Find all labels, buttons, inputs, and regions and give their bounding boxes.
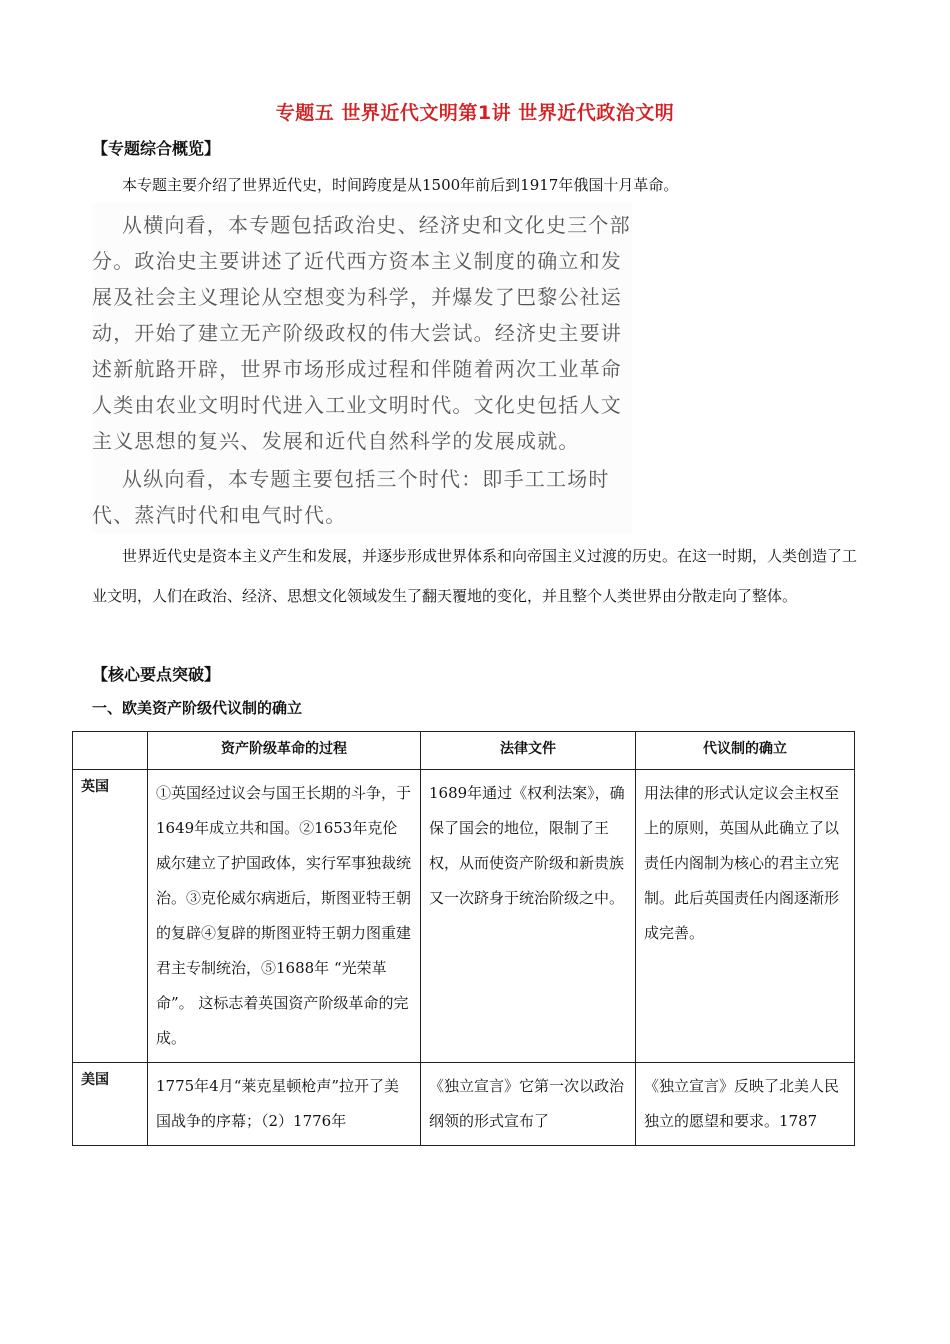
table-header	[73, 732, 148, 770]
establishment-text: 《独立宣言》反映了北美人民独立的愿望和要求。1787	[644, 1077, 840, 1130]
table-header: 资产阶级革命的过程	[148, 732, 421, 770]
scanned-line: 分。政治史主要讲述了近代西方资本主义制度的确立和发	[92, 249, 622, 273]
scanned-line: 主义思想的复兴、发展和近代自然科学的发展成就。	[92, 429, 580, 453]
core-heading: 【核心要点突破】	[92, 665, 221, 684]
table-row	[73, 770, 855, 1063]
establishment-cell	[636, 770, 855, 1063]
comparison-table	[72, 731, 855, 1146]
scanned-line: 述新航路开辟，世界市场形成过程和伴随着两次工业革命	[92, 357, 622, 381]
scanned-line: 人类由农业文明时代进入工业文明时代。文化史包括人文	[92, 393, 622, 417]
overview-summary: 世界近代史是资本主义产生和发展，并逐步形成世界体系和向帝国主义过渡的历史。在这一时期，人类创造了工业文明，人们在政治、经济、思想文化领域发生了翻天覆地的变化，并且整个人类世界由分散走向了整体。	[92, 547, 858, 605]
scanned-line: 从纵向看，本专题主要包括三个时代：即手工工场时	[122, 467, 610, 491]
law-text: 《独立宣言》它第一次以政治纲领的形式宣布了	[429, 1077, 625, 1130]
law-text: 1689年通过《权利法案》，确保了国会的地位，限制了王权，从而使资产阶级和新贵族又一次跻身于统治阶级之中。	[429, 784, 625, 907]
section-subheading: 一、欧美资产阶级代议制的确立	[92, 699, 303, 717]
process-cell	[148, 770, 421, 1063]
table-row	[73, 1063, 855, 1146]
law-cell	[421, 770, 636, 1063]
scanned-excerpt	[92, 203, 632, 533]
overview-heading: 【专题综合概览】	[92, 139, 221, 158]
scanned-line: 展及社会主义理论从空想变为科学，并爆发了巴黎公社运	[92, 285, 622, 309]
process-cell	[148, 1063, 421, 1146]
table-header-row	[73, 732, 855, 770]
table-header: 代议制的确立	[636, 732, 855, 770]
scanned-line: 动，开始了建立无产阶级政权的伟大尝试。经济史主要讲	[92, 321, 622, 345]
establishment-text: 用法律的形式认定议会主权至上的原则，英国从此确立了以责任内阁制为核心的君主立宪制。此后英国责任内阁逐渐形成完善。	[644, 784, 840, 942]
country-cell: 美国	[73, 1063, 148, 1146]
scanned-line: 从横向看，本专题包括政治史、经济史和文化史三个部	[122, 213, 631, 237]
law-cell	[421, 1063, 636, 1146]
page-title: 专题五 世界近代文明第1讲 世界近代政治文明	[275, 102, 675, 124]
country-cell: 英国	[73, 770, 148, 1063]
establishment-cell	[636, 1063, 855, 1146]
overview-intro: 本专题主要介绍了世界近代史，时间跨度是从1500年前后到1917年俄国十月革命。	[122, 176, 679, 194]
process-text: ①英国经过议会与国王长期的斗争，于1649年成立共和国。②1653年克伦威尔建立了护国政体，实行军事独裁统治。③克伦威尔病逝后，斯图亚特王朝的复辟④复辟的斯图亚特王朝力图重建君主专制统治，⑤1688年 “光荣革命”。 这标志着英国资产阶级革命的完成。	[156, 784, 412, 1047]
process-text: 1775年4月“莱克星顿枪声”拉开了美国战争的序幕；（2）1776年	[156, 1077, 400, 1130]
scanned-line: 代、蒸汽时代和电气时代。	[92, 503, 347, 527]
table-header: 法律文件	[421, 732, 636, 770]
